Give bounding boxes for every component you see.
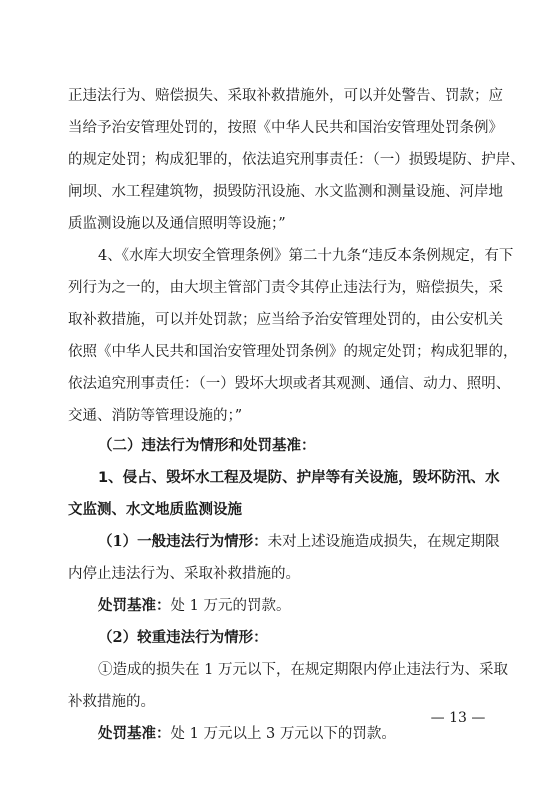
text-line: 依法追究刑事责任：（一）毁坏大坝或者其观测、通信、动力、照明、 — [68, 376, 511, 392]
section-heading: （二）违法行为情形和处罚基准： — [98, 438, 316, 454]
general-case-line — [98, 532, 500, 552]
text-line: 4、《水库大坝安全管理条例》第二十九条“违反本条例规定，有下 — [98, 248, 514, 264]
general-case-text: 未对上述设施造成损失，在规定期限 — [267, 534, 500, 550]
text-line: 质监测设施以及通信照明等设施；” — [68, 216, 286, 232]
penalty-label: 处罚基准： — [98, 597, 171, 614]
text-line: 的规定处罚；构成犯罪的，依法追究刑事责任：（一）损毁堤防、护岸、 — [68, 152, 525, 168]
subheading-line: 1、侵占、毁坏水工程及堤防、护岸等有关设施，毁坏防汛、水 — [98, 470, 500, 486]
general-case-label: （1）一般违法行为情形： — [98, 533, 268, 550]
text-line: 当给予治安管理处罚的，按照《中华人民共和国治安管理处罚条例》 — [68, 120, 503, 136]
text-line: 列行为之一的，由大坝主管部门责令其停止违法行为，赔偿损失，采 — [68, 280, 503, 296]
text-line: ①造成的损失在 1 万元以下，在规定期限内停止违法行为、采取 — [98, 662, 508, 678]
text-line: 交通、消防等管理设施的；” — [68, 408, 243, 424]
text-line: 取补救措施，可以并处罚款；应当给予治安管理处罚的，由公安机关 — [68, 312, 503, 328]
subheading-line: 文监测、水文地质监测设施 — [68, 502, 242, 518]
serious-case-label: （2）较重违法行为情形： — [98, 629, 268, 646]
penalty-label: 处罚基准： — [98, 725, 171, 742]
penalty-text: 处 1 万元以上 3 万元以下的罚款。 — [170, 726, 396, 742]
text-line: 依照《中华人民共和国治安管理处罚条例》的规定处罚；构成犯罪的， — [68, 344, 518, 360]
penalty-text: 处 1 万元的罚款。 — [170, 598, 291, 614]
general-penalty — [98, 596, 488, 616]
text-line: 内停止违法行为、采取补救措施的。 — [68, 566, 300, 582]
text-line: 闸坝、水工程建筑物，损毁防汛设施、水文监测和测量设施、河岸地 — [68, 184, 503, 200]
serious-penalty — [98, 724, 488, 744]
page-number: — 13 — — [430, 710, 486, 726]
text-line: 正违法行为、赔偿损失、采取补救措施外，可以并处警告、罚款；应 — [68, 88, 503, 104]
text-line: 补救措施的。 — [68, 694, 155, 710]
